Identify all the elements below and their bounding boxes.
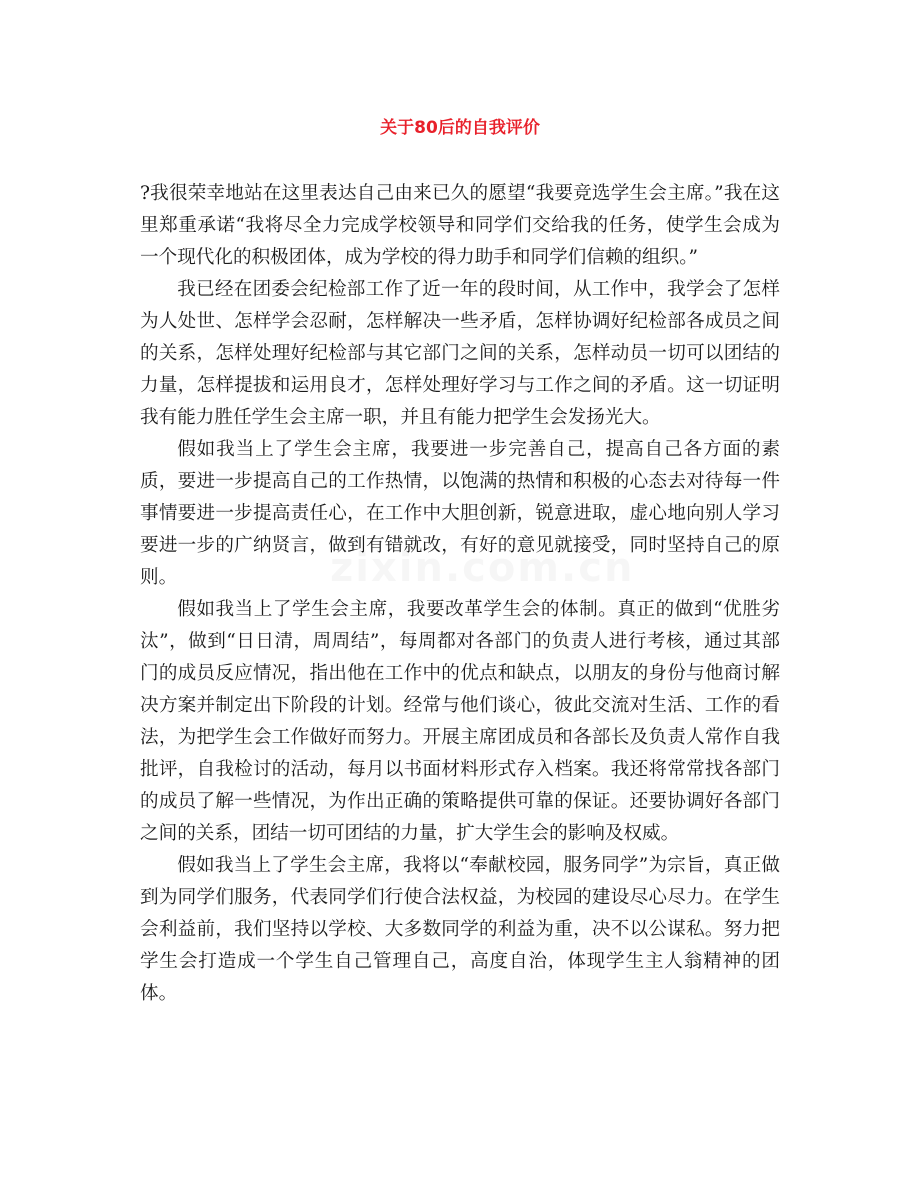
paragraph-2: 我已经在团委会纪检部工作了近一年的段时间，从工作中，我学会了怎样为人处世、怎样学会忍耐，怎样解决一些矛盾，怎样协调好纪检部各成员之间的关系，怎样处理好纪检部与其它部门之间的关系，怎样动员一切可以团结的力量，怎样提拔和运用良才，怎样处理好学习与工作之间的矛盾。这一切证明我有能力胜任学生会主席一职，并且有能力把学生会发扬光大。	[140, 279, 780, 428]
paragraph-4: 假如我当上了学生会主席，我要改革学生会的体制。真正的做到“优胜劣汰”，做到“日日清，周周结”，每周都对各部门的负责人进行考核，通过其部门的成员反应情况，指出他在工作中的优点和缺点，以朋友的身份与他商讨解决方案并制定出下阶段的计划。经常与他们谈心，彼此交流对生活、工作的看法，为把学生会工作做好而努力。开展主席团成员和各部长及负责人常作自我批评，自我检讨的活动，每月以书面材料形式存入档案。我还将常常找各部门的成员了解一些情况，为作出正确的策略提供可靠的保证。还要协调好各部门之间的关系，团结一切可团结的力量，扩大学生会的影响及权威。	[140, 599, 780, 844]
paragraph-5: 假如我当上了学生会主席，我将以“奉献校园，服务同学”为宗旨，真正做到为同学们服务，代表同学们行使合法权益，为校园的建设尽心尽力。在学生会利益前，我们坚持以学校、大多数同学的利益为重，决不以公谋私。努力把学生会打造成一个学生自己管理自己，高度自治，体现学生主人翁精神的团体。	[140, 855, 780, 1004]
document-body	[140, 178, 780, 1010]
paragraph-1: ?我很荣幸地站在这里表达自己由来已久的愿望“我要竞选学生会主席。”我在这里郑重承诺“我将尽全力完成学校领导和同学们交给我的任务，使学生会成为一个现代化的积极团体，成为学校的得力助手和同学们信赖的组织。”	[140, 183, 780, 268]
paragraph-3: 假如我当上了学生会主席，我要进一步完善自己，提高自己各方面的素质，要进一步提高自己的工作热情，以饱满的热情和积极的心态去对待每一件事情要进一步提高责任心，在工作中大胆创新，锐意进取，虚心地向别人学习要进一步的广纳贤言，做到有错就改，有好的意见就接受，同时坚持自己的原则。	[140, 439, 780, 588]
document-title: 关于80后的自我评价	[380, 118, 540, 138]
